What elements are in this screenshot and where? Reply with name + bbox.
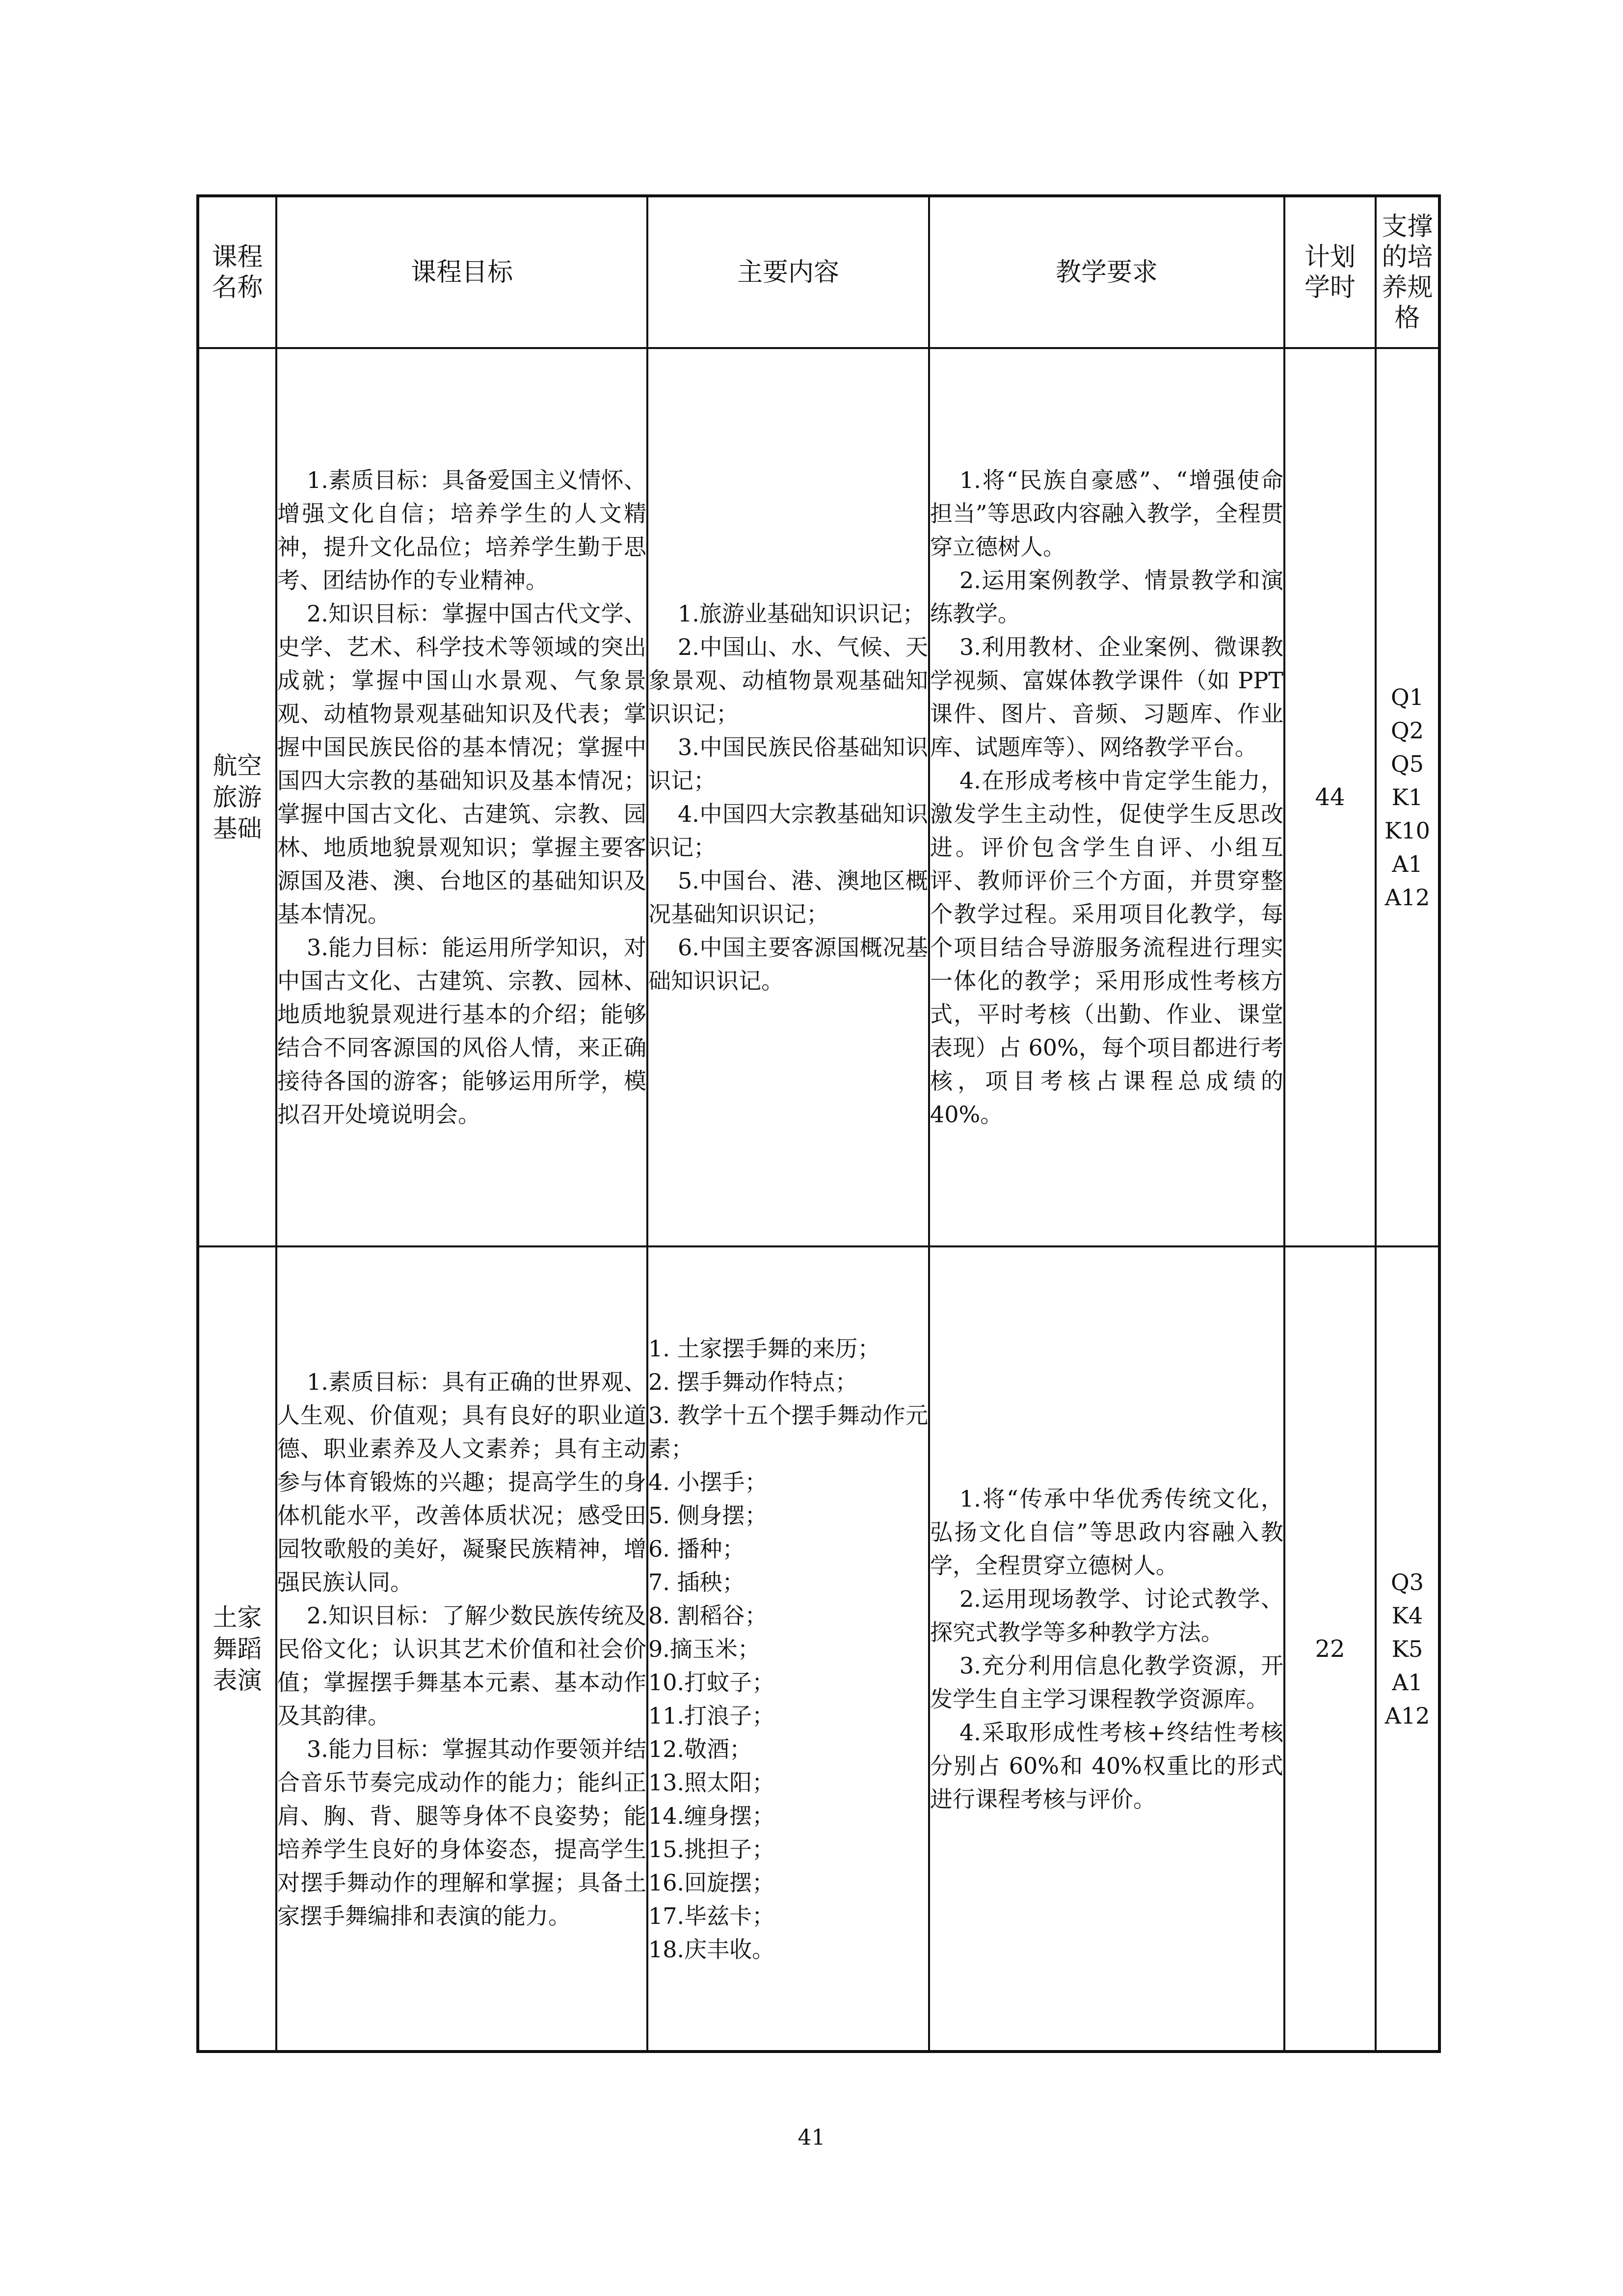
- main-content-cell: [647, 1246, 929, 2052]
- requirement-paragraph: 2.运用现场教学、讨论式教学、探究式教学等多种教学方法。: [930, 1585, 1283, 1646]
- content-item: 4. 小摆手；: [648, 1468, 768, 1495]
- table-row: [198, 348, 1439, 1246]
- planned-hours-cell: 22: [1284, 1246, 1376, 2052]
- goal-paragraph: 1.素质目标：具有正确的世界观、人生观、价值观；具有良好的职业道德、职业素养及人文素养；具有主动参与体育锻炼的兴趣；提高学生的身体机能水平，改善体质状况；感受田园牧歌般的美好，凝聚民族精神，增强民族认同。: [277, 1368, 646, 1595]
- requirement-paragraph: 1.将“民族自豪感”、“增强使命担当”等思政内容融入教学，全程贯穿立德树人。: [930, 467, 1283, 560]
- content-item: 1. 土家摆手舞的来历；: [648, 1335, 880, 1362]
- content-item: 2.中国山、水、气候、天象景观、动植物景观基础知识识记；: [648, 634, 928, 727]
- goal-paragraph: 2.知识目标：掌握中国古代文学、史学、艺术、科学技术等领域的突出成就；掌握中国山水景观、气象景观、动植物景观基础知识及代表；掌握中国民族民俗的基本情况；掌握中国四大宗教的基础知识及基本情况；掌握中国古文化、古建筑、宗教、园林、地质地貌景观知识；掌握主要客源国及港、澳、台地区的基础知识及基本情况。: [277, 600, 646, 927]
- spec-code: K4: [1391, 1602, 1423, 1629]
- course-goals-cell: [276, 348, 647, 1246]
- goal-paragraph: 1.素质目标：具备爱国主义情怀、增强文化自信；培养学生的人文精神，提升文化品位；培养学生勤于思考、团结协作的专业精神。: [277, 467, 646, 594]
- teaching-requirements-cell: [929, 348, 1284, 1246]
- spec-code: A1: [1392, 851, 1423, 877]
- content-item: 11.打浪子；: [648, 1702, 775, 1729]
- content-item: 3. 教学十五个摆手舞动作元素；: [648, 1402, 928, 1462]
- teaching-requirements-cell: [929, 1246, 1284, 2052]
- header-planned-hours: 计划 学时: [1284, 196, 1376, 348]
- page-number: 41: [798, 2125, 825, 2150]
- goal-paragraph: 3.能力目标：能运用所学知识，对中国古文化、古建筑、宗教、园林、地质地貌景观进行基本的介绍；能够结合不同客源国的风俗人情，来正确接待各国的游客；能够运用所学，模拟召开处境说明会。: [277, 934, 646, 1128]
- content-item: 2. 摆手舞动作特点；: [648, 1368, 858, 1395]
- content-item: 1.旅游业基础知识识记；: [678, 600, 925, 627]
- requirement-paragraph: 3.充分利用信息化教学资源，开发学生自主学习课程教学资源库。: [930, 1652, 1283, 1712]
- main-content-cell: [647, 348, 929, 1246]
- requirement-paragraph: 1.将“传承中华优秀传统文化，弘扬文化自信”等思政内容融入教学，全程贯穿立德树人。: [930, 1485, 1283, 1579]
- content-item: 6.中国主要客源国概况基础知识识记。: [648, 934, 928, 994]
- header-main-content: 主要内容: [647, 196, 929, 348]
- content-item: 3.中国民族民俗基础知识识记；: [648, 734, 928, 794]
- course-name-cell: 土家 舞蹈 表演: [198, 1246, 276, 2052]
- content-item: 13.照太阳；: [648, 1769, 775, 1796]
- content-item: 14.缠身摆；: [648, 1802, 775, 1829]
- header-supported-specs: 支撑 的培 养规 格: [1376, 196, 1439, 348]
- spec-code: A1: [1392, 1669, 1423, 1696]
- spec-code: K1: [1391, 784, 1423, 810]
- header-teaching-requirements: 教学要求: [929, 196, 1284, 348]
- content-item: 18.庆丰收。: [648, 1936, 775, 1963]
- requirement-paragraph: 4.采取形成性考核+终结性考核分别占 60%和 40%权重比的形式进行课程考核与评价。: [930, 1719, 1283, 1812]
- content-item: 5. 侧身摆；: [648, 1502, 768, 1529]
- header-course-goals: 课程目标: [276, 196, 647, 348]
- goal-paragraph: 3.能力目标：掌握其动作要领并结合音乐节奏完成动作的能力；能纠正肩、胸、背、腿等身体不良姿势；能培养学生良好的身体姿态，提高学生对摆手舞动作的理解和掌握；具备土家摆手舞编排和表演的能力。: [277, 1735, 646, 1929]
- content-item: 7. 插秧；: [648, 1568, 745, 1595]
- spec-code: Q2: [1391, 717, 1424, 744]
- spec-code: K5: [1391, 1635, 1423, 1662]
- content-item: 10.打蚊子；: [648, 1669, 775, 1696]
- course-name-cell: 航空 旅游 基础: [198, 348, 276, 1246]
- requirement-paragraph: 3.利用教材、企业案例、微课教学视频、富媒体教学课件（如 PPT 课件、图片、音频、习题库、作业库、试题库等）、网络教学平台。: [930, 634, 1283, 760]
- header-course-name: 课程 名称: [198, 196, 276, 348]
- requirement-paragraph: 4.在形成考核中肯定学生能力，激发学生主动性，促使学生反思改进。评价包含学生自评、小组互评、教师评价三个方面，并贯穿整个教学过程。采用项目化教学，每个项目结合导游服务流程进行理实一体化的教学；采用形成性考核方式，平时考核（出勤、作业、课堂表现）占 60%，每个项目都进行考核，项目考核占课程总成绩的 40%。: [930, 767, 1283, 1128]
- spec-code: Q5: [1391, 751, 1424, 777]
- content-item: 5.中国台、港、澳地区概况基础知识识记；: [648, 867, 928, 927]
- spec-code: Q1: [1391, 684, 1424, 710]
- spec-code: Q3: [1391, 1568, 1424, 1595]
- goal-paragraph: 2.知识目标：了解少数民族传统及民俗文化；认识其艺术价值和社会价值；掌握摆手舞基本元素、基本动作及其韵律。: [277, 1602, 646, 1729]
- table-row: [198, 1246, 1439, 2052]
- spec-code: K10: [1384, 817, 1430, 844]
- content-item: 8. 割稻谷；: [648, 1602, 768, 1629]
- spec-code: A12: [1384, 884, 1430, 911]
- spec-code: A12: [1384, 1702, 1430, 1729]
- content-item: 15.挑担子；: [648, 1836, 775, 1863]
- requirement-paragraph: 2.运用案例教学、情景教学和演练教学。: [930, 567, 1283, 627]
- supported-specs-cell: [1376, 1246, 1439, 2052]
- content-list: [648, 1332, 928, 1966]
- planned-hours-cell: 44: [1284, 348, 1376, 1246]
- table-header-row: [198, 196, 1439, 348]
- content-item: 16.回旋摆；: [648, 1869, 775, 1896]
- content-item: 4.中国四大宗教基础知识识记；: [648, 801, 928, 861]
- course-table: [196, 194, 1441, 2053]
- content-item: 17.毕兹卡；: [648, 1902, 775, 1929]
- content-item: 9.摘玉米；: [648, 1635, 760, 1662]
- supported-specs-cell: [1376, 348, 1439, 1246]
- content-item: 6. 播种；: [648, 1535, 745, 1562]
- content-item: 12.敬酒；: [648, 1735, 752, 1762]
- course-goals-cell: [276, 1246, 647, 2052]
